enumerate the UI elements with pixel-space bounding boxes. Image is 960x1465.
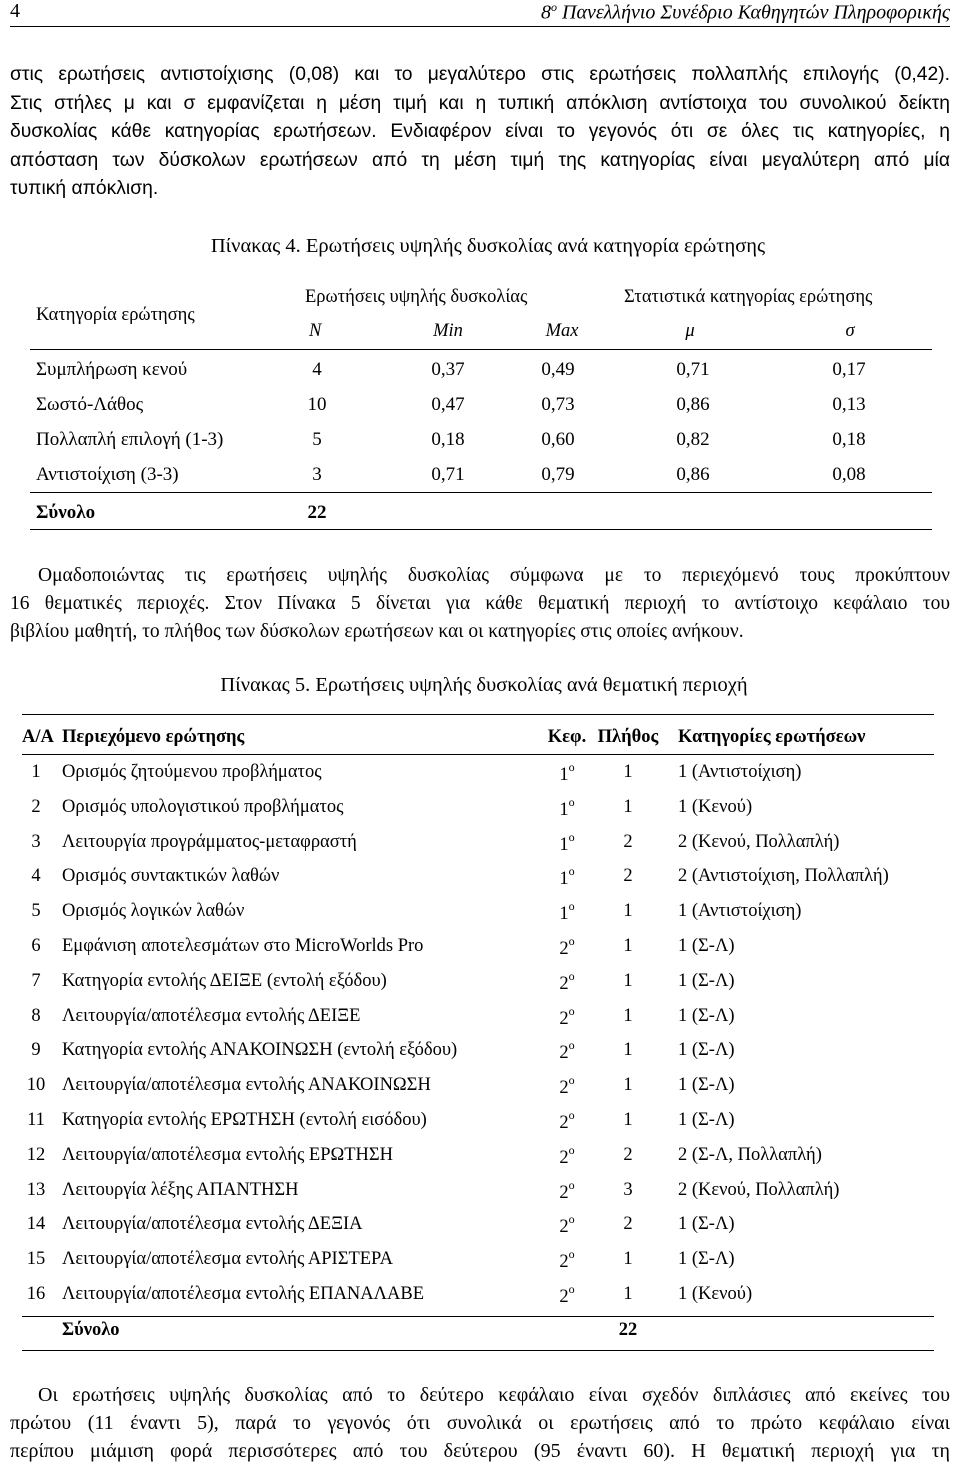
text-line: Στις στήλες μ και σ εμφανίζεται η μέση τιμή και η τυπική απόκλιση αντίστοιχα του συνολικού δείκτη <box>10 92 950 114</box>
page-header <box>10 0 950 27</box>
table5-cell-count: 2 <box>623 1214 633 1235</box>
table5-cell-number: 7 <box>31 970 41 991</box>
table5-cell-number: 15 <box>26 1249 46 1270</box>
table5-cell-number: 12 <box>26 1144 46 1165</box>
table5-cell-categories: 1 (Αντιστοίχιση) <box>678 762 802 782</box>
table5-cell-categories: 1 (Σ-Λ) <box>678 1005 735 1026</box>
table5-cell-number: 10 <box>26 1075 46 1096</box>
table5-chapter-sup: ο <box>568 1212 575 1227</box>
table4-cell-sigma: 0,08 <box>832 464 866 485</box>
table5-header-aa: Α/Α <box>22 727 54 747</box>
table5-cell-content: Λειτουργία/αποτέλεσμα εντολής ΕΠΑΝΑΛΑΒΕ <box>62 1284 425 1304</box>
paragraph-grouping <box>10 562 950 646</box>
table5-chapter-number: 2 <box>559 1078 569 1099</box>
table5-row <box>22 1075 934 1109</box>
table5-cell-content: Λειτουργία/αποτέλεσμα εντολής ΑΡΙΣΤΕΡΑ <box>62 1249 394 1270</box>
table5-row <box>22 901 934 935</box>
table5-chapter-number: 2 <box>559 1217 569 1238</box>
table5-bottom-rule <box>22 1350 934 1351</box>
table5-cell-count: 2 <box>623 866 633 887</box>
table4-cell-min: 0,18 <box>431 429 465 450</box>
table5-cell-count: 1 <box>623 1110 633 1130</box>
table5-cell-categories: 1 (Σ-Λ) <box>678 936 735 956</box>
table5-cell-content: Λειτουργία προγράμματος-μεταφραστή <box>62 831 357 852</box>
table5-header-kef: Κεφ. <box>547 727 587 747</box>
table5-chapter-sup: ο <box>568 1142 575 1157</box>
table4-cell-category: Πολλαπλή επιλογή (1-3) <box>36 429 224 450</box>
table4-group-stats: Στατιστικά κατηγορίας ερώτησης <box>624 287 873 307</box>
table5-cell-chapter <box>537 1249 597 1273</box>
journal-title <box>541 0 950 25</box>
table5-cell-count: 1 <box>623 901 633 922</box>
table5-chapter-number: 2 <box>559 1252 569 1273</box>
table4-cell-sigma: 0,18 <box>832 429 866 450</box>
table5-chapter-number: 2 <box>559 1113 569 1134</box>
table4-bottom-rule <box>30 529 932 530</box>
text-line: βιβλίου μαθητή, το πλήθος των δύσκολων ερωτήσεων και οι κατηγορίες στις οποίες ανήκουν. <box>10 621 744 642</box>
table5-row <box>22 866 934 900</box>
table5-cell-number: 1 <box>31 762 41 782</box>
table5-chapter-sup: ο <box>568 864 575 879</box>
table5-chapter-sup: ο <box>568 899 575 914</box>
table5-cell-number: 5 <box>31 901 41 922</box>
table5-total-count: 22 <box>618 1320 638 1340</box>
table5-cell-categories: 1 (Σ-Λ) <box>678 1249 735 1270</box>
table5-cell-number: 11 <box>27 1110 45 1130</box>
table5-row <box>22 1249 934 1283</box>
table4-col-sigma: σ <box>845 321 855 341</box>
table5-header-row <box>22 727 934 761</box>
table5-cell-categories: 2 (Κενού, Πολλαπλή) <box>678 831 840 852</box>
table5-chapter-sup: ο <box>568 968 575 983</box>
table5-chapter-sup: ο <box>568 794 575 809</box>
table5-cell-chapter <box>537 1003 597 1030</box>
table5-header-categories: Κατηγορίες ερωτήσεων <box>678 727 866 747</box>
table5-cell-count: 1 <box>623 1284 633 1304</box>
table4-total-rule <box>30 492 932 493</box>
table5-chapter-number: 2 <box>559 1287 569 1308</box>
table4-cell-category: Σωστό-Λάθος <box>36 394 144 415</box>
table5-cell-chapter <box>537 1284 597 1308</box>
table5-cell-content: Εμφάνιση αποτελεσμάτων στο MicroWorlds Pro <box>62 936 424 956</box>
table5-cell-number: 8 <box>31 1005 41 1026</box>
table4-cell-n: 10 <box>307 394 327 415</box>
table5-cell-count: 1 <box>623 796 633 817</box>
text-line: δυσκολίας κάθε κατηγορίας ερωτήσεων. Ενδιαφέρον είναι το γεγονός ότι σε όλες τις κατηγορίες, η <box>10 121 950 142</box>
table4-cell-sigma: 0,13 <box>832 394 866 415</box>
text-line: στις ερωτήσεις αντιστοίχισης (0,08) και το μεγαλύτερο στις ερωτήσεις πολλαπλής επιλογής (0,42). <box>10 64 950 85</box>
text-line: απόσταση των δύσκολων ερωτήσεων από τη μέση τιμή της κατηγορίας είναι μεγαλύτερη από μία <box>10 149 950 171</box>
table5-chapter-sup: ο <box>568 760 575 774</box>
table5-chapter-sup: ο <box>568 1073 575 1088</box>
table5-cell-count: 1 <box>623 1075 633 1096</box>
table5-chapter-number: 1 <box>559 869 569 890</box>
table5-row <box>22 762 934 796</box>
table5-total-label: Σύνολο <box>62 1320 120 1340</box>
text-line: Οι ερωτήσεις υψηλής δυσκολίας από το δεύτερο κεφάλαιο είναι σχεδόν διπλάσιες από εκείνες του <box>38 1384 950 1406</box>
table5-cell-categories: 1 (Κενού) <box>678 1284 753 1304</box>
table5-chapter-sup: ο <box>568 934 575 948</box>
table5-cell-number: 4 <box>31 866 41 887</box>
table5-cell-count: 1 <box>623 970 633 991</box>
table4-cell-mu: 0,71 <box>676 359 710 380</box>
table5-chapter-number: 2 <box>559 1147 569 1168</box>
table5-row <box>22 1177 934 1214</box>
table4-cell-n: 4 <box>312 359 322 380</box>
table5-chapter-sup: ο <box>568 1247 575 1262</box>
table5-cell-content: Κατηγορία εντολής ΑΝΑΚΟΙΝΩΣΗ (εντολή εξόδου) <box>62 1040 458 1061</box>
table5-cell-content: Λειτουργία λέξης ΑΠΑΝΤΗΣΗ <box>62 1179 299 1200</box>
table4-cell-mu: 0,82 <box>676 429 710 450</box>
table5-cell-count: 1 <box>623 1005 633 1026</box>
journal-rest: Πανελλήνιο Συνέδριο Καθηγητών Πληροφορικής <box>557 1 950 24</box>
table5-cell-chapter <box>537 1040 597 1064</box>
text-line: πρώτου (11 έναντι 5), παρά το γεγονός ότι συνολικά οι ερωτήσεις από το πρώτο κεφάλαιο είναι <box>10 1412 950 1434</box>
table5-chapter-sup: ο <box>568 1282 575 1296</box>
journal-prefix: 8 <box>541 1 552 24</box>
table5-cell-number: 9 <box>31 1040 41 1061</box>
table5-cell-count: 2 <box>623 1144 633 1165</box>
table4-cell-min: 0,71 <box>431 464 465 485</box>
table5-header-count: Πλήθος <box>597 727 659 747</box>
table5-cell-chapter <box>537 829 597 856</box>
table5-chapter-sup: ο <box>568 829 575 844</box>
table5-cell-categories: 1 (Αντιστοίχιση) <box>678 901 802 922</box>
table5-cell-chapter <box>537 1075 597 1099</box>
page-number: 4 <box>10 0 20 22</box>
table5-chapter-number: 2 <box>559 973 569 994</box>
table4-cell-category: Αντιστοίχιση (3-3) <box>36 464 179 485</box>
table5-row <box>22 1214 934 1248</box>
table5-total-rule <box>22 1316 934 1317</box>
table4-cell-min: 0,47 <box>431 394 465 415</box>
table5-cell-content: Ορισμός ζητούμενου προβλήματος <box>62 762 322 782</box>
table5-chapter-sup: ο <box>568 1003 575 1018</box>
table4-cell-category: Συμπλήρωση κενού <box>36 359 188 380</box>
table5-row <box>22 1003 934 1040</box>
table5-caption: Πίνακας 5. Ερωτήσεις υψηλής δυσκολίας ανά θεματική περιοχή <box>220 674 748 696</box>
table4-cell-sigma: 0,17 <box>832 359 866 380</box>
table5-cell-number: 3 <box>31 831 41 852</box>
table4-cell-max: 0,73 <box>541 394 575 415</box>
text-line: περίπου μιάμιση φορά περισσότερες από του δεύτερου (95 έναντι 60). Η θεματική περιοχή για τη <box>10 1440 950 1462</box>
table5-row <box>22 829 934 866</box>
table5-cell-content: Ορισμός υπολογιστικού προβλήματος <box>62 796 344 817</box>
table5-cell-categories: 2 (Σ-Λ, Πολλαπλή) <box>678 1144 822 1165</box>
paragraph-conclusion <box>10 1381 950 1465</box>
table5-cell-chapter <box>537 968 597 995</box>
table5-cell-chapter <box>537 936 597 960</box>
table5-cell-number: 13 <box>26 1179 46 1200</box>
table4-col-min: Min <box>433 321 463 341</box>
text-line: Ομαδοποιώντας τις ερωτήσεις υψηλής δυσκολίας σύμφωνα με το περιεχόμενό τους προκύπτουν <box>38 565 950 586</box>
table5-row <box>22 1142 934 1179</box>
text-line: 16 θεματικές περιοχές. Στον Πίνακα 5 δίνεται για κάθε θεματική περιοχή το αντίστοιχο κεφάλαιο του <box>10 593 950 614</box>
table5-cell-categories: 1 (Σ-Λ) <box>678 1075 735 1096</box>
table4-total-label: Σύνολο <box>36 502 96 523</box>
table5-chapter-number: 2 <box>559 1182 569 1203</box>
table5-row <box>22 1040 934 1074</box>
table5-top-rule <box>22 714 934 715</box>
table5-cell-content: Ορισμός συντακτικών λαθών <box>62 866 280 887</box>
table5-cell-content: Λειτουργία/αποτέλεσμα εντολής ΕΡΩΤΗΣΗ <box>62 1144 394 1165</box>
table5-cell-count: 2 <box>623 831 633 852</box>
table5-chapter-number: 1 <box>559 765 569 786</box>
table4-cell-mu: 0,86 <box>676 464 710 485</box>
table4-col-max: Max <box>545 321 579 341</box>
journal-sup: ο <box>551 0 558 14</box>
table5-cell-chapter <box>537 1177 597 1204</box>
table5-cell-content: Λειτουργία/αποτέλεσμα εντολής ΔΕΞΙΑ <box>62 1214 363 1235</box>
table5-chapter-number: 2 <box>559 1043 569 1064</box>
table5-cell-count: 1 <box>623 936 633 956</box>
text-line: τυπική απόκλιση. <box>10 178 159 199</box>
table5-cell-number: 2 <box>31 796 41 817</box>
table4-cell-n: 5 <box>312 429 322 450</box>
table5-cell-content: Λειτουργία/αποτέλεσμα εντολής ΔΕΙΞΕ <box>62 1005 361 1026</box>
table4-cell-mu: 0,86 <box>676 394 710 415</box>
table5-cell-count: 1 <box>623 762 633 782</box>
table5-total-row <box>22 1320 934 1354</box>
table5-cell-number: 16 <box>26 1284 46 1304</box>
table5-cell-categories: 1 (Σ-Λ) <box>678 1110 735 1130</box>
table5-chapter-number: 1 <box>559 834 569 855</box>
table5-cell-chapter <box>537 866 597 890</box>
table5-cell-chapter <box>537 1214 597 1238</box>
table5-cell-chapter <box>537 1142 597 1169</box>
table5-cell-categories: 1 (Σ-Λ) <box>678 1040 735 1061</box>
table4-cell-max: 0,60 <box>541 429 575 450</box>
table5-cell-chapter <box>537 762 597 786</box>
table5-cell-categories: 1 (Σ-Λ) <box>678 970 735 991</box>
table5-chapter-sup: ο <box>568 1108 575 1122</box>
table5-chapter-number: 2 <box>559 1008 569 1029</box>
table5-cell-chapter <box>537 1110 597 1134</box>
table5-cell-chapter <box>537 794 597 821</box>
table4-cell-max: 0,49 <box>541 359 575 380</box>
table5-cell-content: Κατηγορία εντολής ΔΕΙΞΕ (εντολή εξόδου) <box>62 970 387 991</box>
table5-cell-content: Κατηγορία εντολής ΕΡΩΤΗΣΗ (εντολή εισόδου) <box>62 1110 427 1130</box>
table4-col-mu: μ <box>685 321 695 341</box>
table5-chapter-number: 1 <box>559 799 569 820</box>
table5-cell-categories: 1 (Σ-Λ) <box>678 1214 735 1235</box>
table5-row <box>22 1284 934 1318</box>
table4-total-n: 22 <box>307 502 327 523</box>
table5-header-rule <box>22 754 934 755</box>
table5-chapter-sup: ο <box>568 1038 575 1053</box>
table5-cell-count: 3 <box>623 1179 633 1200</box>
table5-cell-number: 6 <box>31 936 41 956</box>
table5-row <box>22 794 934 831</box>
table4-cell-n: 3 <box>312 464 322 485</box>
table4-cell-max: 0,79 <box>541 464 575 485</box>
table4-header-rule <box>30 349 932 350</box>
paragraph-intro <box>10 61 950 204</box>
table5-row <box>22 936 934 970</box>
table5-row <box>22 1110 934 1144</box>
table4-cell-min: 0,37 <box>431 359 465 380</box>
table5-cell-categories: 2 (Κενού, Πολλαπλή) <box>678 1179 840 1200</box>
table5-cell-content: Ορισμός λογικών λαθών <box>62 901 245 922</box>
table4-group-hard: Ερωτήσεις υψηλής δυσκολίας <box>305 287 528 307</box>
table5-cell-chapter <box>537 901 597 925</box>
table4-caption: Πίνακας 4. Ερωτήσεις υψηλής δυσκολίας ανά κατηγορία ερώτησης <box>210 235 766 257</box>
table5-chapter-number: 2 <box>559 939 569 960</box>
table5-row <box>22 968 934 1005</box>
table5-cell-categories: 1 (Κενού) <box>678 796 753 817</box>
table5-cell-count: 1 <box>623 1040 633 1061</box>
table5-cell-content: Λειτουργία/αποτέλεσμα εντολής ΑΝΑΚΟΙΝΩΣΗ <box>62 1075 431 1096</box>
table4-header-category: Κατηγορία ερώτησης <box>36 305 195 325</box>
table5-cell-categories: 2 (Αντιστοίχιση, Πολλαπλή) <box>678 866 889 887</box>
table5-header-content: Περιεχόμενο ερώτησης <box>62 727 245 747</box>
table5-cell-count: 1 <box>623 1249 633 1270</box>
table5-cell-number: 14 <box>26 1214 46 1235</box>
table5-chapter-number: 1 <box>559 904 569 925</box>
table4-col-n: N <box>309 321 322 341</box>
table5-chapter-sup: ο <box>568 1177 575 1192</box>
